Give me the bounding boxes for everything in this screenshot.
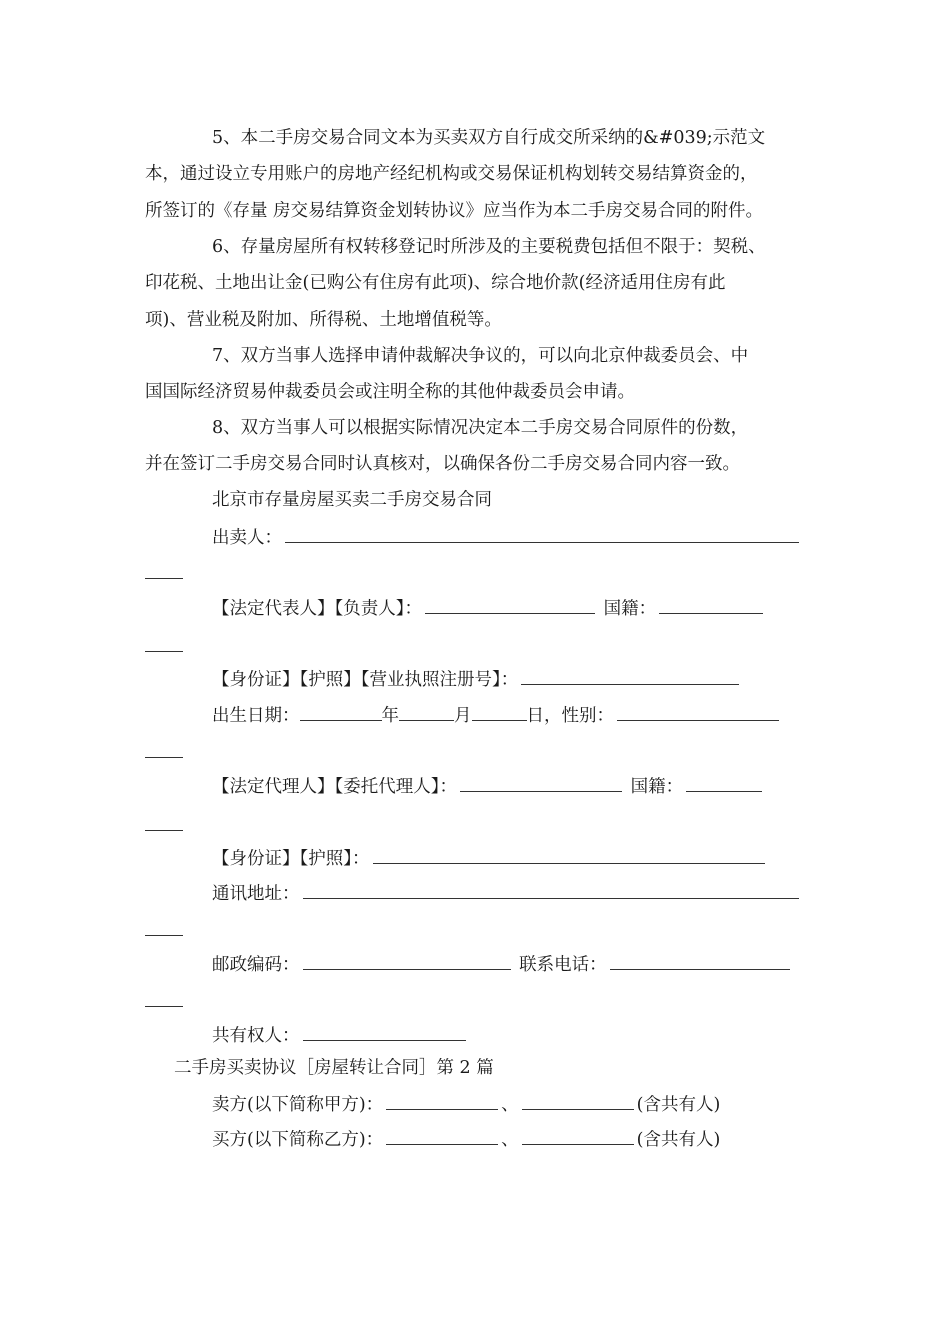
nationality2-blank[interactable] [686,773,762,792]
seller-row [212,524,802,550]
party-b-label: 买方(以下简称乙方)： [212,1130,384,1150]
agent-label: 【法定代理人】【委托代理人】： [212,777,457,797]
seller-label: 出卖人： [212,528,282,548]
nationality2-blank-tail [145,829,183,831]
party-b-suffix: (含共有人) [636,1130,721,1150]
para6-line2: 印花税、土地出让金(已购公有住房有此项)、综合地价款(经济适用住房有此 [145,273,726,293]
co-owner-label: 共有权人： [212,1026,300,1046]
para5-line2: 本，通过设立专用账户的房地产经纪机构或交易保证机构划转交易结算资金的， [145,164,758,184]
postcode-label: 邮政编码： [212,955,300,975]
id-number-blank[interactable] [521,666,739,685]
contract-title: 北京市存量房屋买卖二手房交易合同 [212,490,492,510]
birth-day-blank[interactable] [472,702,527,721]
para7-line1: 7、双方当事人选择申请仲裁解决争议的，可以向北京仲裁委员会、中 [212,346,749,366]
phone-blank[interactable] [610,951,790,970]
agent-blank[interactable] [460,773,622,792]
legal-rep-blank[interactable] [425,595,595,614]
contact-row [212,951,793,977]
gender-blank[interactable] [617,702,779,721]
party-a-label: 卖方(以下简称甲方)： [212,1095,384,1115]
party-a-name1-blank[interactable] [386,1091,498,1110]
address-blank[interactable] [303,880,799,899]
nationality2-label: 国籍： [630,777,684,797]
party-a-row [212,1091,720,1117]
day-gender-label: 日，性别： [526,706,614,726]
id-types-label: 【身份证】【护照】【营业执照注册号】： [212,670,519,690]
phone-blank-tail [145,1005,183,1007]
party-a-sep: 、 [501,1095,519,1115]
party-b-row [212,1126,720,1152]
birth-month-blank[interactable] [399,702,454,721]
nationality-blank-tail [145,650,183,652]
para6-line1: 6、存量房屋所有权转移登记时所涉及的主要税费包括但不限于：契税、 [212,237,766,257]
birth-label: 出生日期： [212,706,300,726]
nationality-label: 国籍： [603,599,657,619]
agent-row [212,773,765,799]
legal-rep-row [212,595,766,621]
birth-year-blank[interactable] [300,702,382,721]
phone-label: 联系电话： [519,955,607,975]
id-types2-label: 【身份证】【护照】： [212,849,370,869]
address-row [212,880,802,906]
legal-rep-label: 【法定代表人】【负责人】： [212,599,422,619]
para5-line3: 所签订的《存量 房交易结算资金划转协议》应当作为本二手房交易合同的附件。 [145,201,764,221]
co-owner-blank[interactable] [303,1022,466,1041]
para5-line1: 5、本二手房交易合同文本为买卖双方自行成交所采纳的&#039;示范文 [212,128,766,148]
party-a-name2-blank[interactable] [522,1091,634,1110]
address-label: 通讯地址： [212,884,300,904]
party-b-name2-blank[interactable] [522,1126,634,1145]
party-b-sep: 、 [501,1130,519,1150]
gender-blank-tail [145,756,183,758]
birth-row [212,702,782,728]
party-b-name1-blank[interactable] [386,1126,498,1145]
id-row [212,666,742,692]
agreement2-title: 二手房买卖协议［房屋转让合同］第 2 篇 [174,1058,494,1078]
year-label: 年 [381,706,399,726]
para6-line3: 项)、营业税及附加、所得税、土地增值税等。 [145,310,502,330]
seller-blank-tail [145,577,183,579]
id2-row [212,845,768,871]
para8-line2: 并在签订二手房交易合同时认真核对，以确保各份二手房交易合同内容一致。 [145,454,740,474]
postcode-blank[interactable] [303,951,511,970]
nationality-blank[interactable] [659,595,763,614]
address-blank-tail [145,934,183,936]
seller-blank[interactable] [285,524,799,543]
party-a-suffix: (含共有人) [636,1095,721,1115]
month-label: 月 [454,706,472,726]
id2-number-blank[interactable] [373,845,765,864]
co-owner-row [212,1022,469,1048]
para7-line2: 国国际经济贸易仲裁委员会或注明全称的其他仲裁委员会申请。 [145,382,635,402]
para8-line1: 8、双方当事人可以根据实际情况决定本二手房交易合同原件的份数， [212,418,749,438]
